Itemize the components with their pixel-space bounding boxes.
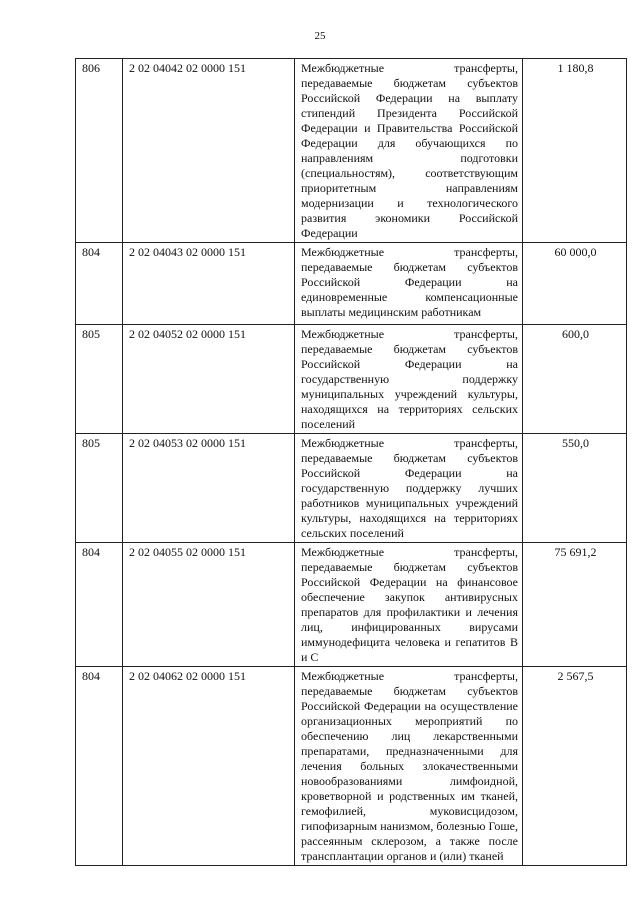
table-row	[76, 667, 627, 866]
admin-code-cell: 805	[76, 434, 123, 543]
page-number: 25	[314, 30, 326, 42]
admin-code-cell: 804	[76, 667, 123, 866]
amount-cell: 75 691,2	[523, 543, 627, 667]
budget-classification-code-cell: 2 02 04055 02 0000 151	[123, 543, 295, 667]
admin-code-cell: 806	[76, 59, 123, 243]
admin-code-cell: 804	[76, 243, 123, 325]
amount-cell: 600,0	[523, 325, 627, 434]
budget-classification-code-cell: 2 02 04062 02 0000 151	[123, 667, 295, 866]
budget-classification-code-cell: 2 02 04052 02 0000 151	[123, 325, 295, 434]
amount-cell: 60 000,0	[523, 243, 627, 325]
budget-classification-code-cell: 2 02 04042 02 0000 151	[123, 59, 295, 243]
income-name-cell: Межбюджетные трансферты, передаваемые бюджетам субъектов Российской Федерации на государственную поддержку лучших работников муниципальных учреждений культуры, находящихся на территориях сельских поселений	[295, 434, 523, 543]
income-name-cell: Межбюджетные трансферты, передаваемые бюджетам субъектов Российской Федерации на выплату стипендий Президента Российской Федерации и Правительства Российской Федерации для обучающихся по направлениям подготовки (специальностям), соответствующим приоритетным направлениям модернизации и технологического развития экономики Российской Федерации	[295, 59, 523, 243]
budget-transfers-table	[75, 58, 627, 866]
income-name-cell: Межбюджетные трансферты, передаваемые бюджетам субъектов Российской Федерации на единовременные компенсационные выплаты медицинским работникам	[295, 243, 523, 325]
budget-classification-code-cell: 2 02 04043 02 0000 151	[123, 243, 295, 325]
budget-classification-code-cell: 2 02 04053 02 0000 151	[123, 434, 295, 543]
table-row	[76, 543, 627, 667]
income-name-cell: Межбюджетные трансферты, передаваемые бюджетам субъектов Российской Федерации на осуществление организационных мероприятий по обеспечению лиц лекарственными препаратами, предназначенными для лечения больных злокачественными новообразованиями лимфоидной, кроветворной и родственных им тканей, гемофилией, муковисцидозом, гипофизарным нанизмом, болезнью Гоше, рассеянным склерозом, а также после трансплантации органов и (или) тканей	[295, 667, 523, 866]
amount-cell: 1 180,8	[523, 59, 627, 243]
table-row	[76, 243, 627, 325]
amount-cell: 550,0	[523, 434, 627, 543]
table-row	[76, 434, 627, 543]
admin-code-cell: 805	[76, 325, 123, 434]
table-row	[76, 59, 627, 243]
income-name-cell: Межбюджетные трансферты, передаваемые бюджетам субъектов Российской Федерации на финансовое обеспечение закупок антивирусных препаратов для профилактики и лечения лиц, инфицированных вирусами иммунодефицита человека и гепатитов B и C	[295, 543, 523, 667]
table-row	[76, 325, 627, 434]
admin-code-cell: 804	[76, 543, 123, 667]
amount-cell: 2 567,5	[523, 667, 627, 866]
income-name-cell: Межбюджетные трансферты, передаваемые бюджетам субъектов Российской Федерации на государственную поддержку муниципальных учреждений культуры, находящихся на территориях сельских поселений	[295, 325, 523, 434]
